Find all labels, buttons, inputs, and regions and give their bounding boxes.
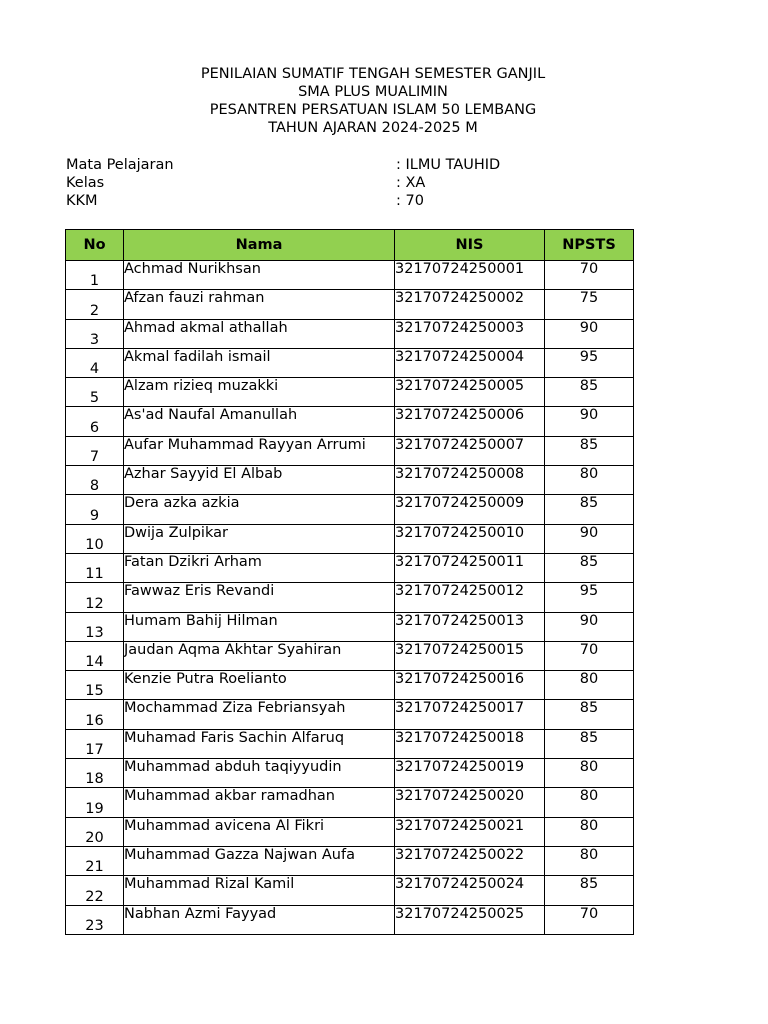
cell-nama: Muhammad abduh taqiyyudin	[124, 759, 395, 788]
cell-npsts: 85	[545, 553, 634, 582]
cell-nama: Kenzie Putra Roelianto	[124, 671, 395, 700]
cell-npsts: 80	[545, 759, 634, 788]
cell-no: 10	[66, 524, 124, 553]
cell-npsts: 95	[545, 348, 634, 377]
cell-no: 21	[66, 846, 124, 875]
table-row	[66, 671, 634, 700]
table-row	[66, 759, 634, 788]
cell-nama: Jaudan Aqma Akhtar Syahiran	[124, 641, 395, 670]
document-title	[0, 65, 746, 137]
table-row	[66, 788, 634, 817]
cell-nis: 32170724250003	[395, 319, 545, 348]
cell-no: 16	[66, 700, 124, 729]
column-header-npsts: NPSTS	[545, 230, 634, 261]
cell-npsts: 90	[545, 407, 634, 436]
meta-label: Mata Pelajaran	[66, 157, 174, 173]
cell-nis: 32170724250019	[395, 759, 545, 788]
cell-nama: Nabhan Azmi Fayyad	[124, 905, 395, 934]
column-header-nis: NIS	[395, 230, 545, 261]
cell-no: 1	[66, 261, 124, 290]
cell-no: 18	[66, 759, 124, 788]
cell-no: 7	[66, 436, 124, 465]
table-row	[66, 378, 634, 407]
cell-npsts: 80	[545, 846, 634, 875]
cell-npsts: 85	[545, 876, 634, 905]
cell-no: 20	[66, 817, 124, 846]
cell-nis: 32170724250012	[395, 583, 545, 612]
cell-nama: Muhamad Faris Sachin Alfaruq	[124, 729, 395, 758]
cell-nis: 32170724250002	[395, 290, 545, 319]
cell-npsts: 85	[545, 378, 634, 407]
cell-npsts: 85	[545, 436, 634, 465]
table-header-row	[66, 230, 634, 261]
table-row	[66, 700, 634, 729]
cell-nis: 32170724250016	[395, 671, 545, 700]
meta-value: : ILMU TAUHID	[396, 157, 501, 173]
cell-nama: Azhar Sayyid El Albab	[124, 466, 395, 495]
grades-table	[65, 229, 634, 935]
cell-nama: Dwija Zulpikar	[124, 524, 395, 553]
cell-no: 2	[66, 290, 124, 319]
cell-npsts: 85	[545, 700, 634, 729]
cell-nama: Afzan fauzi rahman	[124, 290, 395, 319]
cell-nis: 32170724250020	[395, 788, 545, 817]
cell-no: 14	[66, 641, 124, 670]
cell-no: 23	[66, 905, 124, 934]
table-row	[66, 876, 634, 905]
cell-npsts: 70	[545, 261, 634, 290]
table-row	[66, 583, 634, 612]
cell-npsts: 80	[545, 788, 634, 817]
cell-nis: 32170724250021	[395, 817, 545, 846]
cell-no: 22	[66, 876, 124, 905]
cell-npsts: 80	[545, 671, 634, 700]
table-row	[66, 436, 634, 465]
cell-npsts: 85	[545, 495, 634, 524]
cell-no: 5	[66, 378, 124, 407]
cell-nama: Fatan Dzikri Arham	[124, 553, 395, 582]
cell-no: 15	[66, 671, 124, 700]
cell-no: 9	[66, 495, 124, 524]
column-header-nama: Nama	[124, 230, 395, 261]
cell-npsts: 90	[545, 319, 634, 348]
meta-value: : XA	[396, 175, 426, 191]
cell-nama: Akmal fadilah ismail	[124, 348, 395, 377]
cell-nis: 32170724250022	[395, 846, 545, 875]
cell-nis: 32170724250004	[395, 348, 545, 377]
table-body	[66, 261, 634, 935]
cell-no: 8	[66, 466, 124, 495]
cell-npsts: 70	[545, 641, 634, 670]
cell-no: 6	[66, 407, 124, 436]
cell-nis: 32170724250017	[395, 700, 545, 729]
cell-npsts: 85	[545, 729, 634, 758]
title-line-year: TAHUN AJARAN 2024-2025 M	[268, 120, 478, 136]
cell-nis: 32170724250025	[395, 905, 545, 934]
table-row	[66, 261, 634, 290]
cell-npsts: 90	[545, 524, 634, 553]
cell-nama: Humam Bahij Hilman	[124, 612, 395, 641]
cell-nama: Ahmad akmal athallah	[124, 319, 395, 348]
cell-nama: Mochammad Ziza Febriansyah	[124, 700, 395, 729]
cell-nis: 32170724250006	[395, 407, 545, 436]
cell-no: 19	[66, 788, 124, 817]
cell-nama: Fawwaz Eris Revandi	[124, 583, 395, 612]
cell-npsts: 95	[545, 583, 634, 612]
cell-nama: Muhammad Rizal Kamil	[124, 876, 395, 905]
cell-nis: 32170724250007	[395, 436, 545, 465]
table-row	[66, 905, 634, 934]
cell-npsts: 70	[545, 905, 634, 934]
meta-row-subject	[66, 156, 666, 174]
table-row	[66, 348, 634, 377]
cell-nama: Muhammad Gazza Najwan Aufa	[124, 846, 395, 875]
cell-nama: Aufar Muhammad Rayyan Arrumi	[124, 436, 395, 465]
table-row	[66, 641, 634, 670]
title-line-exam: PENILAIAN SUMATIF TENGAH SEMESTER GANJIL	[200, 66, 546, 82]
cell-nis: 32170724250018	[395, 729, 545, 758]
cell-nis: 32170724250015	[395, 641, 545, 670]
table-row	[66, 495, 634, 524]
table-row	[66, 524, 634, 553]
meta-value: : 70	[396, 193, 424, 209]
cell-no: 12	[66, 583, 124, 612]
cell-no: 11	[66, 553, 124, 582]
table-row	[66, 466, 634, 495]
column-header-no: No	[66, 230, 124, 261]
meta-label: Kelas	[66, 175, 105, 191]
table-row	[66, 729, 634, 758]
table-row	[66, 553, 634, 582]
cell-nis: 32170724250005	[395, 378, 545, 407]
cell-nama: Achmad Nurikhsan	[124, 261, 395, 290]
cell-nama: Alzam rizieq muzakki	[124, 378, 395, 407]
cell-npsts: 90	[545, 612, 634, 641]
cell-no: 13	[66, 612, 124, 641]
cell-nis: 32170724250009	[395, 495, 545, 524]
cell-nis: 32170724250001	[395, 261, 545, 290]
cell-no: 17	[66, 729, 124, 758]
cell-nama: Muhammad avicena Al Fikri	[124, 817, 395, 846]
table-row	[66, 290, 634, 319]
subject-info	[66, 156, 666, 210]
table-row	[66, 319, 634, 348]
title-line-pesantren: PESANTREN PERSATUAN ISLAM 50 LEMBANG	[209, 102, 537, 118]
cell-no: 3	[66, 319, 124, 348]
cell-nis: 32170724250013	[395, 612, 545, 641]
meta-row-kkm	[66, 192, 666, 210]
table-row	[66, 407, 634, 436]
table-row	[66, 817, 634, 846]
cell-npsts: 80	[545, 466, 634, 495]
cell-npsts: 75	[545, 290, 634, 319]
title-line-school: SMA PLUS MUALIMIN	[298, 84, 448, 100]
table-row	[66, 846, 634, 875]
cell-nis: 32170724250010	[395, 524, 545, 553]
cell-nama: Dera azka azkia	[124, 495, 395, 524]
cell-nama: As'ad Naufal Amanullah	[124, 407, 395, 436]
cell-nama: Muhammad akbar ramadhan	[124, 788, 395, 817]
cell-npsts: 80	[545, 817, 634, 846]
meta-row-class	[66, 174, 666, 192]
cell-nis: 32170724250008	[395, 466, 545, 495]
cell-no: 4	[66, 348, 124, 377]
cell-nis: 32170724250011	[395, 553, 545, 582]
meta-label: KKM	[66, 193, 98, 209]
cell-nis: 32170724250024	[395, 876, 545, 905]
table-row	[66, 612, 634, 641]
